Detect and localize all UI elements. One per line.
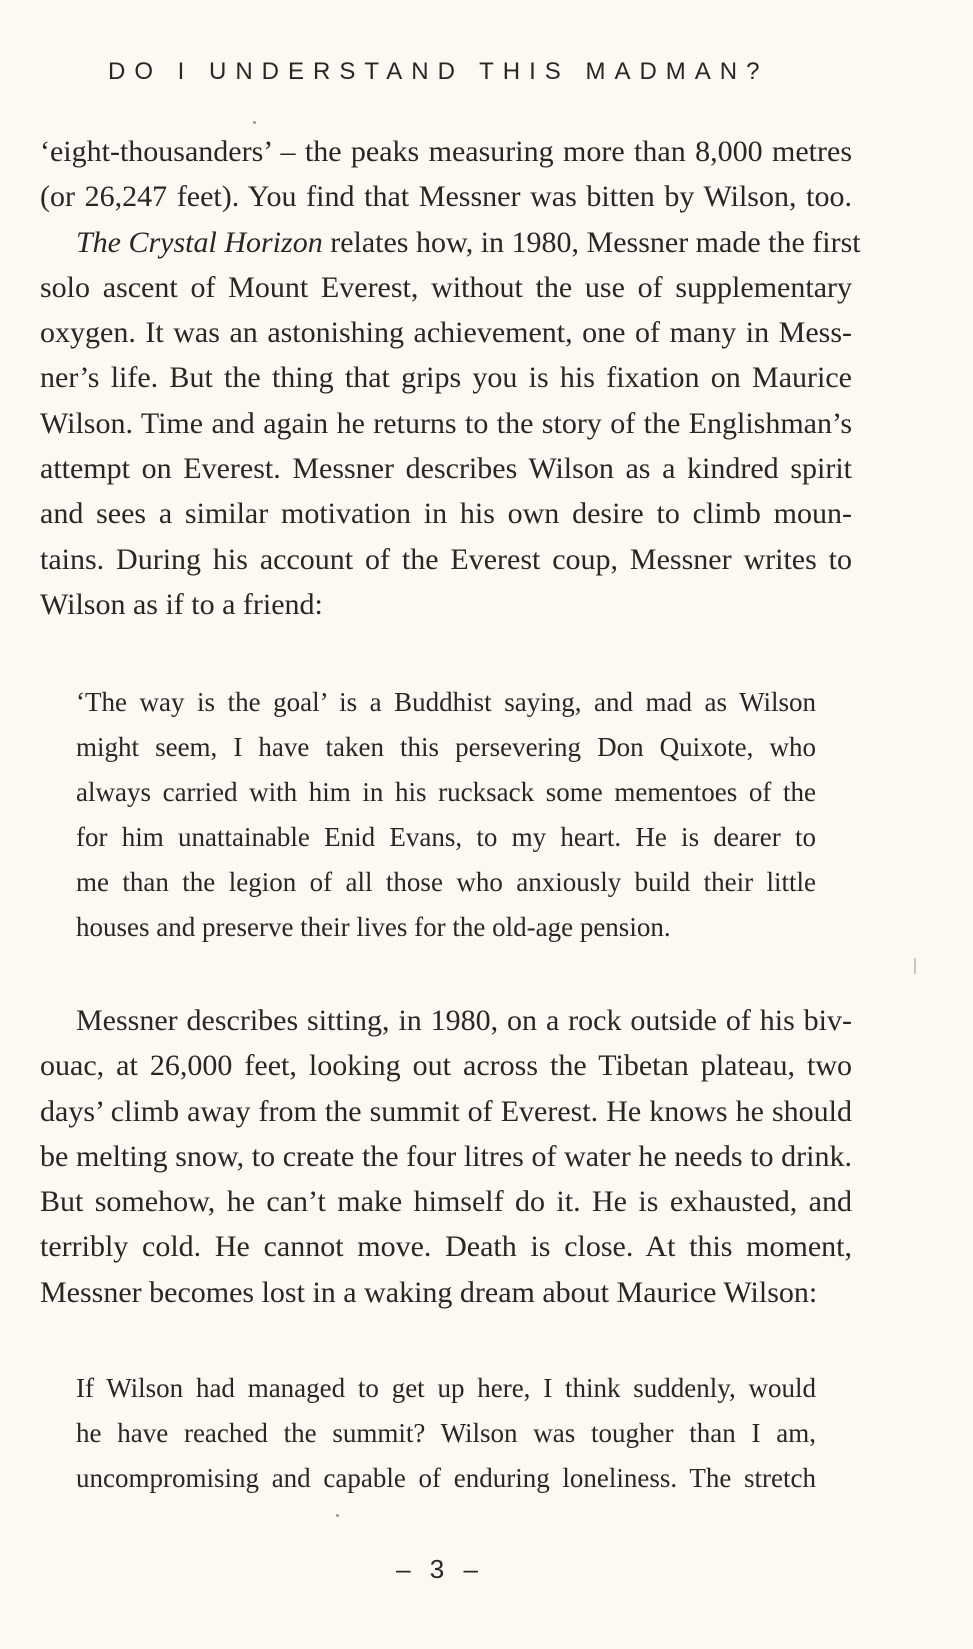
text-line: and sees a similar motivation in his own desire to climb moun- xyxy=(40,497,852,531)
quote-line: always carried with him in his rucksack some mementoes of the xyxy=(76,777,816,807)
print-speck xyxy=(914,958,916,974)
text-line: ner’s life. But the thing that grips you is his fixation on Maurice xyxy=(40,361,852,395)
text-fragment: relates how, in 1980, Messner made the first xyxy=(330,225,861,259)
block-quote-2 xyxy=(76,1366,816,1501)
text-line: ‘eight-thousanders’ – the peaks measuring more than 8,000 metres xyxy=(40,135,852,168)
text-line: Messner describes sitting, in 1980, on a rock outside of his biv- xyxy=(76,1004,852,1037)
quote-line: ‘The way is the goal’ is a Buddhist saying, and mad as Wilson xyxy=(76,687,816,717)
quote-line: he have reached the summit? Wilson was tougher than I am, xyxy=(76,1418,816,1448)
quote-line: me than the legion of all those who anxiously build their little xyxy=(76,867,816,897)
text-line: terribly cold. He cannot move. Death is close. At this moment, xyxy=(40,1230,852,1264)
text-line: attempt on Everest. Messner describes Wilson as a kindred spirit xyxy=(40,452,852,486)
text-line: But somehow, he can’t make himself do it. He is exhausted, and xyxy=(40,1185,852,1219)
running-head: DO I UNDERSTAND THIS MADMAN? xyxy=(108,58,769,85)
quote-line: If Wilson had managed to get up here, I think suddenly, would xyxy=(76,1373,816,1403)
paragraph-1 xyxy=(40,129,861,627)
text-line: (or 26,247 feet). You find that Messner was bitten by Wilson, too. xyxy=(40,180,852,214)
page-number: – 3 – xyxy=(396,1554,484,1584)
text-line: Messner becomes lost in a waking dream about Maurice Wilson: xyxy=(40,1275,818,1309)
print-speck xyxy=(336,1514,339,1517)
text-line: oxygen. It was an astonishing achievement, one of many in Mess- xyxy=(40,316,852,350)
text-line: Wilson. Time and again he returns to the story of the Englishman’s xyxy=(40,406,852,440)
paragraph-2 xyxy=(40,998,852,1315)
book-title: The Crystal Horizon xyxy=(76,225,323,259)
text-line xyxy=(40,220,861,265)
text-line: solo ascent of Mount Everest, without the use of supplementary xyxy=(40,270,852,304)
text-line: Wilson as if to a friend: xyxy=(40,587,323,621)
block-quote-1 xyxy=(76,680,816,950)
quote-line: might seem, I have taken this persevering Don Quixote, who xyxy=(76,732,816,762)
text-line: tains. During his account of the Everest coup, Messner writes to xyxy=(40,542,852,576)
text-line: ouac, at 26,000 feet, looking out across the Tibetan plateau, two xyxy=(40,1049,852,1083)
print-speck xyxy=(253,121,256,124)
text-line: be melting snow, to create the four litres of water he needs to drink. xyxy=(40,1139,852,1173)
quote-line: uncompromising and capable of enduring loneliness. The stretch xyxy=(76,1463,816,1493)
text-line: days’ climb away from the summit of Everest. He knows he should xyxy=(40,1094,852,1128)
quote-line: houses and preserve their lives for the old-age pension. xyxy=(76,912,671,942)
quote-line: for him unattainable Enid Evans, to my heart. He is dearer to xyxy=(76,822,816,852)
